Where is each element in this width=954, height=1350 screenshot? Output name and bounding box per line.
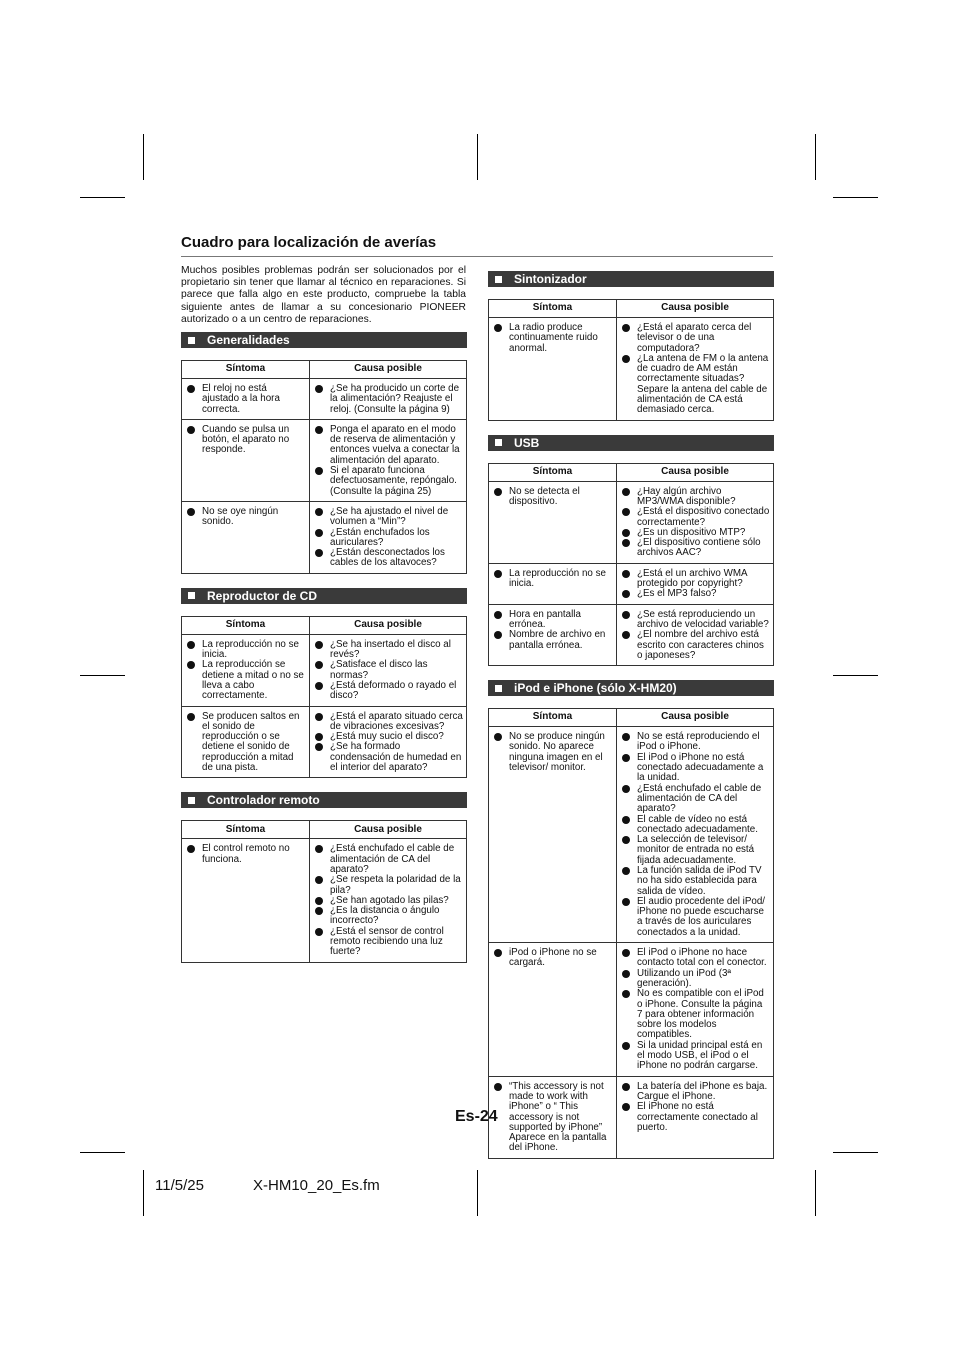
cause-item: El audio procedente del iPod/ iPhone no puede escucharse a través de los auriculares conectados a la unidad.	[620, 897, 770, 938]
troubleshooting-table	[488, 463, 774, 666]
cause-cell	[617, 318, 774, 421]
bullet-list	[620, 732, 770, 938]
cause-column-header: Causa posible	[617, 300, 774, 318]
bullet-list	[185, 384, 306, 415]
cause-item: El cable de vídeo no está conectado adecuadamente.	[620, 815, 770, 836]
square-bullet-icon	[188, 797, 195, 804]
section-usb	[488, 435, 774, 666]
table-row	[182, 419, 467, 501]
symptom-item: Nombre de archivo en pantalla errónea.	[492, 630, 613, 651]
page-title: Cuadro para localización de averías	[181, 234, 437, 251]
cause-cell	[617, 943, 774, 1077]
cause-cell	[617, 604, 774, 665]
cause-item: ¿Satisface el disco las normas?	[313, 660, 463, 681]
cause-item: ¿Se han agotado las pilas?	[313, 896, 463, 906]
page-number: Es-24	[455, 1108, 498, 1125]
symptom-cell	[489, 943, 617, 1077]
cause-cell	[617, 1076, 774, 1158]
bullet-list	[620, 948, 770, 1072]
crop-mark	[80, 197, 125, 198]
square-bullet-icon	[495, 439, 502, 446]
symptom-cell	[182, 379, 310, 420]
symptom-item: El reloj no está ajustado a la hora correcta.	[185, 384, 306, 415]
cause-cell	[310, 419, 467, 501]
symptom-cell	[489, 727, 617, 943]
cause-item: ¿Se ha ajustado el nivel de volumen a “Min”?	[313, 507, 463, 528]
bullet-list	[492, 948, 613, 969]
cause-item: ¿Está muy sucio el disco?	[313, 732, 463, 742]
cause-item: El iPod o iPhone no hace contacto total con el conector.	[620, 948, 770, 969]
table-header-row	[489, 463, 774, 481]
symptom-cell	[182, 839, 310, 962]
cause-column-header: Causa posible	[310, 616, 467, 634]
symptom-column-header: Síntoma	[182, 616, 310, 634]
table-header-row	[489, 709, 774, 727]
symptom-column-header: Síntoma	[182, 821, 310, 839]
section-title: USB	[514, 435, 540, 450]
symptom-item: No se detecta el dispositivo.	[492, 487, 613, 508]
section-ipod	[488, 680, 774, 1159]
table-row	[489, 481, 774, 563]
cause-item: El iPhone no está correctamente conectado al puerto.	[620, 1102, 770, 1133]
symptom-item: La reproducción no se inicia.	[492, 569, 613, 590]
symptom-item: No se produce ningún sonido. No aparece ninguna imagen en el televisor/ monitor.	[492, 732, 613, 773]
cause-item: ¿Está enchufado el cable de alimentación de CA del aparato?	[620, 784, 770, 815]
bullet-list	[185, 640, 306, 702]
cause-item: La función salida de iPod TV no ha sido establecida para salida de vídeo.	[620, 866, 770, 897]
symptom-cell	[489, 318, 617, 421]
troubleshooting-table	[181, 616, 467, 779]
cause-item: ¿Está deformado o rayado el disco?	[313, 681, 463, 702]
section-title: Sintonizador	[514, 272, 587, 286]
crop-mark	[815, 1170, 816, 1216]
cause-item: ¿Está el dispositivo conectado correctamente?	[620, 507, 770, 528]
section-header	[181, 792, 467, 808]
cause-item: ¿La antena de FM o la antena de cuadro de AM están correctamente situadas? Separe la antena del cable de alimentación de CA está demasiado cerca.	[620, 354, 770, 416]
square-bullet-icon	[188, 592, 195, 599]
symptom-cell	[182, 706, 310, 778]
symptom-cell	[489, 604, 617, 665]
crop-mark	[80, 1152, 125, 1153]
bullet-list	[492, 323, 613, 354]
bullet-list	[492, 610, 613, 651]
cause-item: El iPod o iPhone no está conectado adecuadamente a la unidad.	[620, 753, 770, 784]
cause-item: ¿Es la distancia o ángulo incorrecto?	[313, 906, 463, 927]
symptom-item: Cuando se pulsa un botón, el aparato no responde.	[185, 425, 306, 456]
section-sintonizador	[488, 271, 774, 421]
bullet-list	[620, 569, 770, 600]
bullet-list	[313, 507, 463, 569]
table-header-row	[182, 821, 467, 839]
section-title: Controlador remoto	[207, 793, 320, 808]
crop-mark	[833, 1152, 878, 1153]
table-row	[489, 943, 774, 1077]
bullet-list	[313, 712, 463, 774]
crop-mark	[80, 675, 125, 676]
symptom-item: La reproducción no se inicia.	[185, 640, 306, 661]
bullet-list	[185, 712, 306, 774]
bullet-list	[313, 640, 463, 702]
crop-mark	[143, 134, 144, 180]
title-divider	[181, 256, 773, 257]
cause-item: Utilizando un iPod (3ª generación).	[620, 969, 770, 990]
symptom-item: La reproducción se detiene a mitad o no se lleva a cabo correctamente.	[185, 660, 306, 701]
crop-mark	[477, 1170, 478, 1216]
bullet-list	[620, 323, 770, 416]
bullet-list	[313, 425, 463, 497]
cause-item: No es compatible con el iPod o iPhone. Consulte la página 7 para obtener información sobre los modelos compatibles.	[620, 989, 770, 1040]
cause-item: Si el aparato funciona defectuosamente, repóngalo. (Consulte la página 25)	[313, 466, 463, 497]
table-row	[182, 634, 467, 706]
symptom-cell	[489, 1076, 617, 1158]
section-title: Generalidades	[207, 333, 290, 347]
cause-item: ¿Se está reproduciendo un archivo de velocidad variable?	[620, 610, 770, 631]
cause-cell	[310, 501, 467, 573]
table-row	[182, 839, 467, 962]
table-row	[489, 727, 774, 943]
symptom-item: “This accessory is not made to work with iPhone” o “ This accessory is not supported by iPhone” Aparece en la pantalla del iPhone.	[492, 1082, 613, 1154]
cause-item: ¿Está el aparato cerca del televisor o de una computadora?	[620, 323, 770, 354]
table-header-row	[489, 300, 774, 318]
troubleshooting-table	[181, 820, 467, 962]
bullet-list	[620, 610, 770, 661]
cause-item: Ponga el aparato en el modo de reserva de alimentación y entonces vuelva a conectar la alimentación del aparato.	[313, 425, 463, 466]
cause-item: La batería del iPhone es baja. Cargue el iPhone.	[620, 1082, 770, 1103]
cause-item: ¿Se ha producido un corte de la alimentación? Reajuste el reloj. (Consulte la página 9)	[313, 384, 463, 415]
table-row	[182, 379, 467, 420]
cause-cell	[617, 727, 774, 943]
symptom-column-header: Síntoma	[489, 709, 617, 727]
cause-item: ¿El dispositivo contiene sólo archivos AAC?	[620, 538, 770, 559]
cause-column-header: Causa posible	[310, 361, 467, 379]
bullet-list	[492, 1082, 613, 1154]
cause-cell	[310, 379, 467, 420]
cause-column-header: Causa posible	[617, 709, 774, 727]
crop-mark	[815, 134, 816, 180]
cause-item: ¿Está enchufado el cable de alimentación de CA del aparato?	[313, 844, 463, 875]
cause-item: ¿Está el sensor de control remoto recibiendo una luz fuerte?	[313, 927, 463, 958]
crop-mark	[833, 197, 878, 198]
section-header	[488, 680, 774, 696]
troubleshooting-table	[488, 299, 774, 421]
table-row	[489, 604, 774, 665]
symptom-column-header: Síntoma	[489, 300, 617, 318]
section-title: Reproductor de CD	[207, 588, 318, 603]
symptom-cell	[489, 481, 617, 563]
symptom-item: Se producen saltos en el sonido de reproducción o se detiene el sonido de reproducción a mitad de una pista.	[185, 712, 306, 774]
bullet-list	[313, 844, 463, 957]
cause-cell	[310, 634, 467, 706]
section-header	[488, 435, 774, 451]
footer-filename: X-HM10_20_Es.fm	[253, 1177, 380, 1194]
cause-cell	[310, 839, 467, 962]
footer-date: 11/5/25	[155, 1177, 204, 1194]
bullet-list	[313, 384, 463, 415]
cause-item: ¿Están desconectados los cables de los altavoces?	[313, 548, 463, 569]
cause-item: ¿Hay algún archivo MP3/WMA disponible?	[620, 487, 770, 508]
table-row	[489, 563, 774, 604]
table-header-row	[182, 616, 467, 634]
table-row	[182, 501, 467, 573]
cause-item: ¿Está el un archivo WMA protegido por copyright?	[620, 569, 770, 590]
section-header	[488, 271, 774, 287]
table-row	[182, 706, 467, 778]
symptom-cell	[182, 634, 310, 706]
bullet-list	[492, 732, 613, 773]
table-row	[489, 318, 774, 421]
table-header-row	[182, 361, 467, 379]
left-column	[181, 332, 467, 963]
cause-cell	[617, 563, 774, 604]
section-title: iPod e iPhone (sólo X-HM20)	[514, 681, 677, 696]
symptom-item: No se oye ningún sonido.	[185, 507, 306, 528]
cause-item: ¿Están enchufados los auriculares?	[313, 528, 463, 549]
bullet-list	[620, 1082, 770, 1133]
cause-column-header: Causa posible	[617, 463, 774, 481]
cause-item: Si la unidad principal está en el modo USB, el iPod o el iPhone no podrán cargarse.	[620, 1041, 770, 1072]
cause-item: ¿Es un dispositivo MTP?	[620, 528, 770, 538]
cause-cell	[310, 706, 467, 778]
symptom-item: El control remoto no funciona.	[185, 844, 306, 865]
troubleshooting-table	[181, 360, 467, 574]
bullet-list	[620, 487, 770, 559]
cause-item: ¿Se ha insertado el disco al revés?	[313, 640, 463, 661]
section-header	[181, 332, 467, 348]
square-bullet-icon	[188, 337, 195, 344]
section-reproductor-cd	[181, 588, 467, 779]
symptom-cell	[182, 419, 310, 501]
cause-item: ¿El nombre del archivo está escrito con caracteres chinos o japoneses?	[620, 630, 770, 661]
cause-item: La selección de televisor/ monitor de entrada no está fijada adecuadamente.	[620, 835, 770, 866]
symptom-item: iPod o iPhone no se cargará.	[492, 948, 613, 969]
troubleshooting-table	[488, 708, 774, 1159]
symptom-column-header: Síntoma	[182, 361, 310, 379]
bullet-list	[185, 425, 306, 456]
right-column	[488, 271, 774, 1159]
cause-item: No se está reproduciendo el iPod o iPhone.	[620, 732, 770, 753]
symptom-cell	[182, 501, 310, 573]
bullet-list	[492, 569, 613, 590]
square-bullet-icon	[495, 276, 502, 283]
cause-item: ¿Es el MP3 falso?	[620, 589, 770, 599]
crop-mark	[477, 134, 478, 180]
bullet-list	[185, 507, 306, 528]
cause-cell	[617, 481, 774, 563]
section-generalidades	[181, 332, 467, 574]
bullet-list	[185, 844, 306, 865]
symptom-cell	[489, 563, 617, 604]
symptom-column-header: Síntoma	[489, 463, 617, 481]
crop-mark	[143, 1170, 144, 1216]
table-row	[489, 1076, 774, 1158]
bullet-list	[492, 487, 613, 508]
intro-paragraph: Muchos posibles problemas podrán ser solucionados por el propietario sin tener que llamar al técnico en reparaciones. Si parece que falla algo en este producto, compruebe la tabla siguiente antes de llamar a su concesionario PIONEER autorizado o a un centro de reparaciones.	[181, 265, 466, 325]
symptom-item: Hora en pantalla errónea.	[492, 610, 613, 631]
symptom-item: La radio produce continuamente ruido anormal.	[492, 323, 613, 354]
section-header	[181, 588, 467, 604]
cause-item: ¿Está el aparato situado cerca de vibraciones excesivas?	[313, 712, 463, 733]
section-controlador-remoto	[181, 792, 467, 962]
cause-item: ¿Se respeta la polaridad de la pila?	[313, 875, 463, 896]
crop-mark	[833, 675, 878, 676]
cause-column-header: Causa posible	[310, 821, 467, 839]
square-bullet-icon	[495, 685, 502, 692]
cause-item: ¿Se ha formado condensación de humedad en el interior del aparato?	[313, 742, 463, 773]
